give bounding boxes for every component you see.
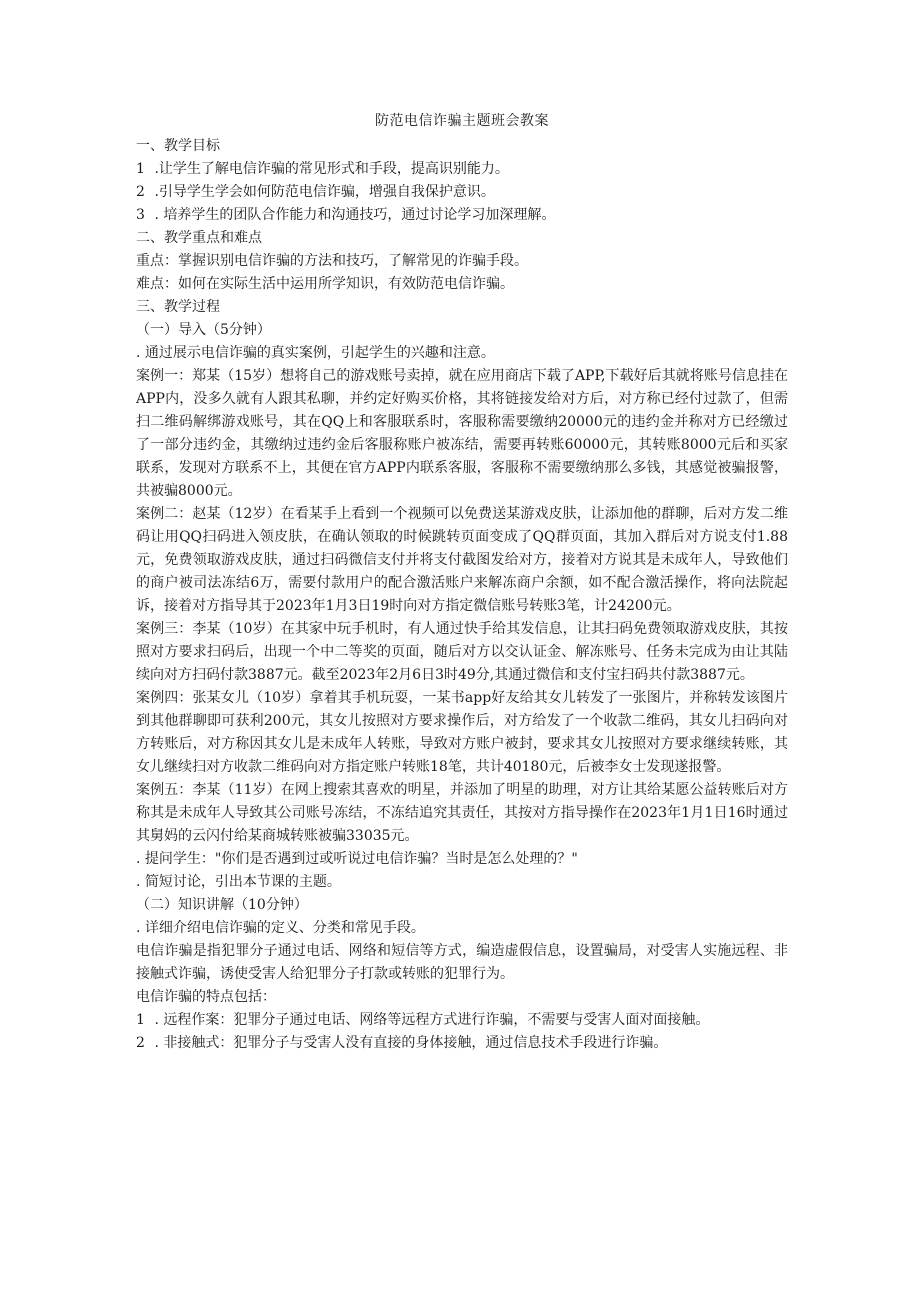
document-page <box>136 110 788 1055</box>
objective-item <box>136 204 788 227</box>
intro-text: . 通过展示电信诈骗的真实案例，引起学生的兴趣和注意。 <box>136 345 495 361</box>
definition-paragraph: 电信诈骗是指犯罪分子通过电话、网络和短信等方式，编造虚假信息，设置骗局，对受害人实施远程、非接触式诈骗，诱使受害人给犯罪分子打款或转账的犯罪行为。 <box>136 943 788 982</box>
item-number: 2 <box>136 184 145 200</box>
item-text: .让学生了解电信诈骗的常见形式和手段，提高识别能力。 <box>150 161 509 177</box>
discussion-text: . 简短讨论，引出本节课的主题。 <box>136 874 341 890</box>
item-number: 3 <box>136 207 145 223</box>
item-text: . 培养学生的团队合作能力和沟通技巧，通过讨论学习加深理解。 <box>150 207 556 223</box>
item-text: . 非接触式：犯罪分子与受害人没有直接的身体接触，通过信息技术手段进行诈骗。 <box>150 1035 668 1051</box>
case-paragraph: 案例五：李某（11岁）在网上搜索其喜欢的明星，并添加了明星的助理，对方让其给某愿公益转账后对方称其是未成年人导致其公司账号冻结，不冻结追究其责任，其按对方指导操作在2023年1月1日16时通过其舅妈的云闪付给某商城转账被骗33035元。 <box>136 782 788 844</box>
item-number: 2 <box>136 1035 145 1051</box>
case-paragraph: 案例一：郑某（15岁）想将自己的游戏账号卖掉，就在应用商店下载了APP,下载好后其就将账号信息挂在APP内，没多久就有人跟其私聊，并约定好购买价格，其将链接发给对方后，对方称已经付过款了，但需扫二维码解绑游戏账号，其在QQ上和客服联系时，客服称需要缴纳20000元的违约金并称对方已经缴过了一部分违约金，其缴纳过违约金后客服称账户被冻结，需要再转账60000元，其转账8000元后和买家联系，发现对方联系不上，其便在官方APP内联系客服，客服称不需要缴纳那么多钱，其感觉被骗报警，共被骗8000元。 <box>136 368 788 499</box>
difficult-point: 难点：如何在实际生活中运用所学知识，有效防范电信诈骗。 <box>136 276 514 292</box>
item-number: 1 <box>136 161 145 177</box>
page-title: 防范电信诈骗主题班会教案 <box>375 113 549 129</box>
objective-item <box>136 158 788 181</box>
objective-item <box>136 181 788 204</box>
case-paragraph: 案例四：张某女儿（10岁）拿着其手机玩耍，一某书app好友给其女儿转发了一张图片，并称转发该图片到其他群聊即可获利200元，其女儿按照对方要求操作后，对方给发了一个收款二维码，其女儿扫码向对方转账后，对方称因其女儿是未成年人转账，导致对方账户被封，要求其女儿按照对方要求继续转账，其女儿继续扫对方收款二维码向对方指定账户转账18笔，共计40180元，后被李女士发现遂报警。 <box>136 690 788 775</box>
subsection-heading-knowledge: （二）知识讲解（10分钟） <box>136 897 308 913</box>
features-heading: 电信诈骗的特点包括： <box>136 989 276 1005</box>
item-text: . 远程作案：犯罪分子通过电话、网络等远程方式进行诈骗，不需要与受害人面对面接触。 <box>150 1012 710 1028</box>
knowledge-intro: . 详细介绍电信诈骗的定义、分类和常见手段。 <box>136 920 425 936</box>
feature-item <box>136 1032 788 1055</box>
feature-item <box>136 1009 788 1032</box>
case-paragraph: 案例二：赵某（12岁）在看某手上看到一个视频可以免费送某游戏皮肤，让添加他的群聊，后对方发二维码让用QQ扫码进入领皮肤，在确认领取的时候跳转页面变成了QQ群页面，其加入群后对方说支付1.88元，免费领取游戏皮肤，通过扫码微信支付并将支付截图发给对方，接着对方说其是未成年人，导致他们的商户被司法冻结6万，需要付款用户的配合激活账户来解冻商户余额，如不配合激活操作，将向法院起诉，接着对方指导其于2023年1月3日19时向对方指定微信账号转账3笔，计24200元。 <box>136 506 788 614</box>
key-point: 重点：掌握识别电信诈骗的方法和技巧，了解常见的诈骗手段。 <box>136 253 528 269</box>
case-paragraph: 案例三：李某（10岁）在其家中玩手机时，有人通过快手给其发信息，让其扫码免费领取游戏皮肤，其按照对方要求扫码后，出现一个中二等奖的页面，随后对方以交认证金、解冻账号、任务未完成为由让其陆续向对方扫码付款3887元。截至2023年2月6日3时49分,其通过微信和支付宝扫码共付款3887元。 <box>136 621 788 683</box>
subsection-heading-intro: （一）导入（5分钟） <box>136 322 271 338</box>
question-text: . 提问学生："你们是否遇到过或听说过电信诈骗？当时是怎么处理的？" <box>136 851 578 867</box>
item-number: 1 <box>136 1012 145 1028</box>
section-heading-focus: 二、教学重点和难点 <box>136 230 262 246</box>
section-heading-process: 三、教学过程 <box>136 299 220 315</box>
item-text: .引导学生学会如何防范电信诈骗，增强自我保护意识。 <box>150 184 495 200</box>
section-heading-objectives: 一、教学目标 <box>136 138 220 154</box>
